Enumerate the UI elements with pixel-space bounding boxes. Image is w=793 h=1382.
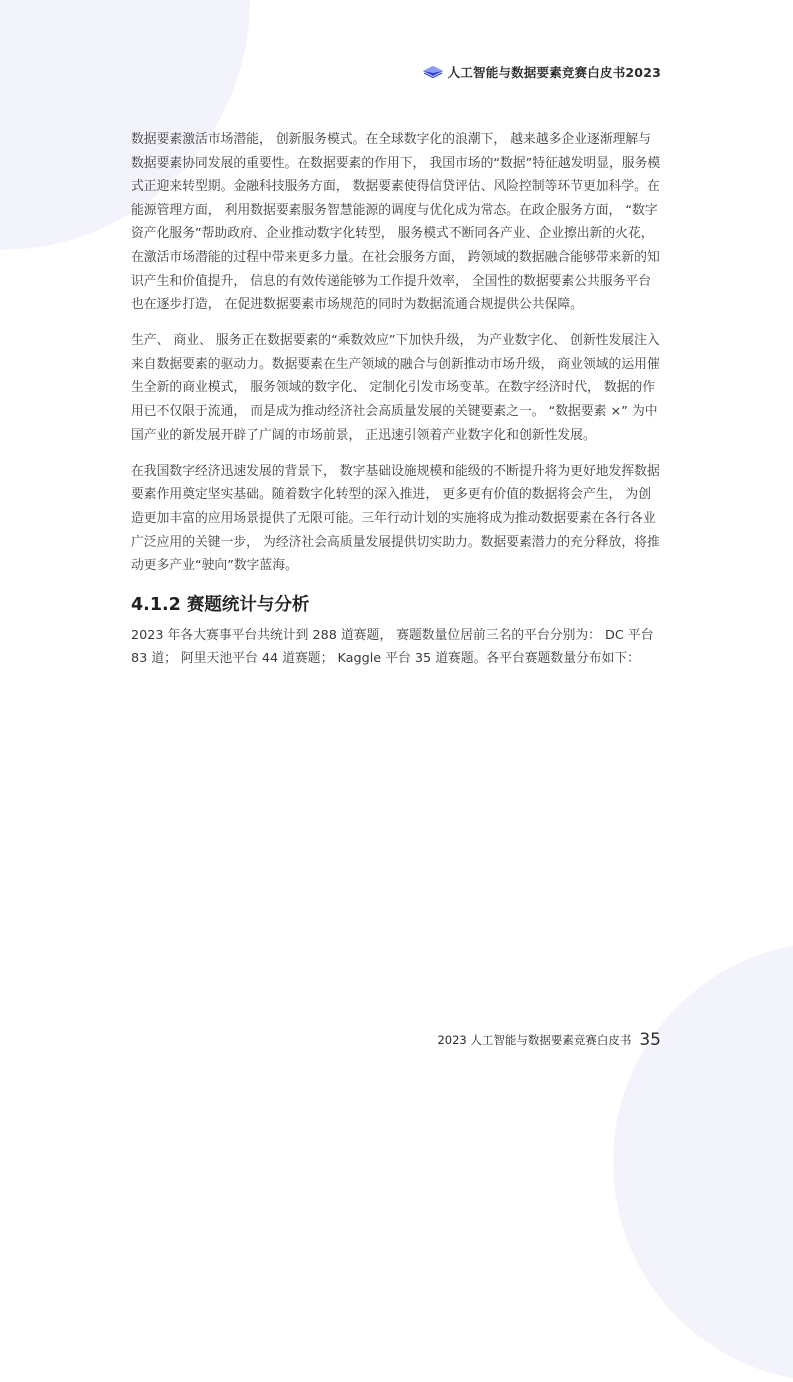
decorative-circle-bottom-right: [613, 942, 793, 1382]
layered-diamond-icon: [423, 66, 443, 78]
header-title: 人工智能与数据要素竞赛白皮书2023: [447, 65, 661, 80]
section-paragraph: 2023 年各大赛事平台共统计到 288 道赛题， 赛题数量位居前三名的平台分别为： DC 平台 83 道； 阿里天池平台 44 道赛题； Kaggle 平台 35 道赛题。各平台赛题数量分布如下：: [131, 627, 654, 667]
body-paragraph: 数据要素激活市场潜能， 创新服务模式。在全球数字化的浪潮下， 越来越多企业逐渐理解与数据要素协同发展的重要性。在数据要素的作用下， 我国市场的“数据”特征越发明显，服务模式正迎来转型期。金融科技服务方面， 数据要素使得信贷评估、风险控制等环节更加科学。在能源管理方面， 利用数据要素服务智慧能源的调度与优化成为常态。在政企服务方面， “数字资产化服务”帮助政府、企业推动数字化转型， 服务模式不断同各产业、企业擦出新的火花， 在激活市场潜能的过程中带来更多力量。在社会服务方面， 跨领域的数据融合能够带来新的知识产生和价值提升， 信息的有效传递能够为工作提升效率， 全国性的数据要素公共服务平台也在逐步打造， 在促进数据要素市场规范的同时为数据流通合规提供公共保障。: [131, 132, 661, 313]
footer-title: 2023 人工智能与数据要素竞赛白皮书: [437, 1033, 632, 1047]
page-footer: [437, 1030, 661, 1050]
main-text: [131, 128, 662, 671]
body-paragraph: 在我国数字经济迅速发展的背景下， 数字基础设施规模和能级的不断提升将为更好地发挥数据要素作用奠定坚实基础。随着数字化转型的深入推进， 更多更有价值的数据将会产生， 为创造更加丰富的应用场景提供了无限可能。三年行动计划的实施将成为推动数据要素在各行各业广泛应用的关键一步， 为经济社会高质量发展提供切实助力。数据要素潜力的充分释放，将推动更多产业“驶向”数字蓝海。: [131, 463, 660, 574]
page-number: 35: [639, 1030, 661, 1050]
running-header: [423, 63, 661, 81]
body-paragraph: 生产、 商业、 服务正在数据要素的“乘数效应”下加快升级， 为产业数字化、 创新性发展注入来自数据要素的驱动力。数据要素在生产领域的融合与创新推动市场升级， 商业领域的运用催生全新的商业模式， 服务领域的数字化、 定制化引发市场变革。在数字经济时代， 数据的作用已不仅限于流通， 而是成为推动经济社会高质量发展的关键要素之一。 “数据要素 ×” 为中国产业的新发展开辟了广阔的市场前景， 正迅速引领着产业数字化和创新性发展。: [131, 333, 660, 443]
section-heading: 4.1.2 赛题统计与分析: [131, 594, 310, 615]
